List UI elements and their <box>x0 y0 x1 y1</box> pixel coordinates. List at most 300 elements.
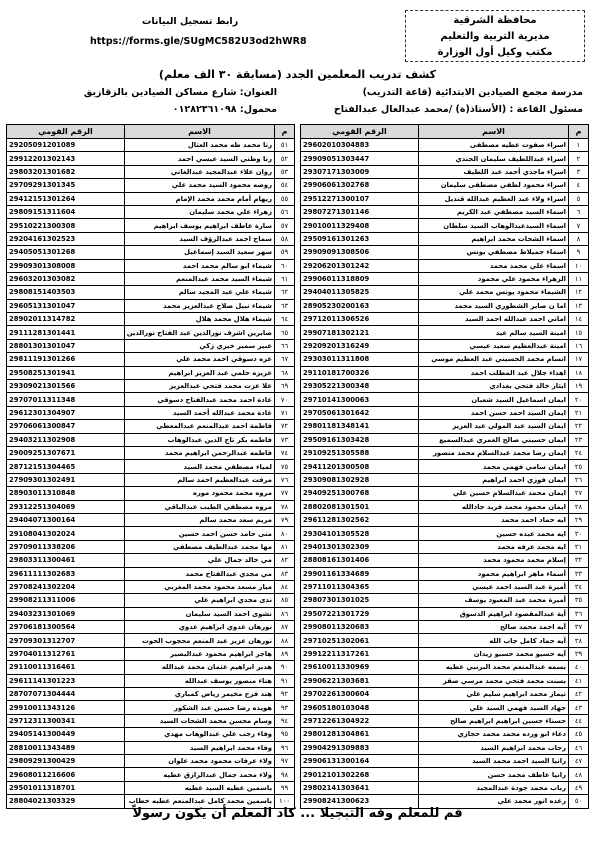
office-line: مكتب وكيل أول الوزارة <box>437 47 553 58</box>
national-id: 28804021303329 <box>7 795 125 808</box>
national-id: 29309081302928 <box>301 473 419 486</box>
roster-table-right <box>300 124 589 809</box>
national-id: 29110181700326 <box>301 366 419 379</box>
national-id: 29603201303082 <box>7 272 125 285</box>
national-id: 29712261304922 <box>301 714 419 727</box>
row-number: ٥٨ <box>275 232 295 245</box>
table-row <box>7 754 295 767</box>
teacher-name: وفاء رجب علي عبدالوهاب مهدي <box>125 728 275 741</box>
teacher-name: ايمان فوزي احمد ابراهيم <box>419 473 569 486</box>
mobile-number: محمول: ٠١٢٨٢٣٦١٠٩٨ <box>172 104 277 115</box>
teacher-name: إسلام محمد محمود محمد <box>419 554 569 567</box>
table-row <box>7 433 295 446</box>
national-id: 29404011305825 <box>301 286 419 299</box>
national-id: 29411201300508 <box>301 460 419 473</box>
teacher-name: ايمان محمد عبدالسلام حسين علي <box>419 487 569 500</box>
teacher-name: اسماء السيدعبدالوهاب السيد سلطان <box>419 219 569 232</box>
table-row <box>7 353 295 366</box>
teacher-name: ايه محمد عرفه محمد <box>419 540 569 553</box>
teacher-name: رباب محمد جودة عبدالمجيد <box>419 781 569 794</box>
row-number: ٧ <box>569 219 589 232</box>
teacher-name: أية عبدالمقصود ابراهيم الدسوق <box>419 607 569 620</box>
table-row <box>7 661 295 674</box>
national-id: 29404071300164 <box>7 513 125 526</box>
national-id: 29108041302024 <box>7 527 125 540</box>
national-id: 29412151301264 <box>7 192 125 205</box>
national-id: 29906061302768 <box>301 179 419 192</box>
row-number: ٥٠ <box>569 795 589 808</box>
national-id: 29305221300348 <box>301 380 419 393</box>
national-id: 29510221300308 <box>7 219 125 232</box>
row-number: ٣٨ <box>569 634 589 647</box>
table-row <box>301 621 589 634</box>
table-row <box>7 594 295 607</box>
teacher-name: مها محمد عبدالطيف مصطفي <box>125 540 275 553</box>
school-name: مدرسة مجمع الصيادين الابتدائية (قاعة التدريب) <box>362 87 583 98</box>
teacher-name: اسراء صفوت عطيه مصطفى <box>419 139 569 152</box>
national-id: 29611141301223 <box>7 674 125 687</box>
teacher-name: اسراء ولاء عبد العظيم عبدالله قنديل <box>419 192 569 205</box>
teacher-name: فاطمة احمد عبدالمنعم عبدالمعطي <box>125 420 275 433</box>
row-number: ٩٨ <box>275 768 295 781</box>
table-row <box>7 701 295 714</box>
row-number: ٧٣ <box>275 433 295 446</box>
teacher-name: آيه احمد محمد صالح <box>419 621 569 634</box>
table-row <box>301 513 589 526</box>
table-row <box>301 594 589 607</box>
teacher-name: منى حامد حسن احمد حسين <box>125 527 275 540</box>
teacher-name: وفاء محمد ابراهيم السيد <box>125 741 275 754</box>
table-row <box>301 139 589 152</box>
table-row <box>301 754 589 767</box>
teacher-name: تيماز محمد ابراهيم سليم علي <box>419 688 569 701</box>
national-id: 29501011318701 <box>7 781 125 794</box>
teacher-name: رانيا عاطف محمد حسن <box>419 768 569 781</box>
table-row <box>301 165 589 178</box>
row-number: ٣٧ <box>569 621 589 634</box>
teacher-name: عبير سمير خيري زكي <box>125 339 275 352</box>
national-id: 29508251301941 <box>7 366 125 379</box>
row-number: ٩٣ <box>275 701 295 714</box>
national-id: 29109251305588 <box>301 446 419 459</box>
row-number: ٤٧ <box>569 754 589 767</box>
table-row <box>7 714 295 727</box>
table-row <box>301 433 589 446</box>
row-number: ٣٦ <box>569 607 589 620</box>
national-id: 29111281301441 <box>7 326 125 339</box>
teacher-name: ايمان محمود محمد فريد جادالله <box>419 500 569 513</box>
teacher-name: اسماء علي محمد محمد <box>419 259 569 272</box>
table-row <box>301 380 589 393</box>
row-number: ٩٧ <box>275 754 295 767</box>
column-header-name: الاسم <box>419 125 569 139</box>
row-number: ٢٢ <box>569 420 589 433</box>
national-id: 29807301301025 <box>301 594 419 607</box>
national-id: 29707011311348 <box>7 393 125 406</box>
national-id: 28707071304444 <box>7 688 125 701</box>
teacher-name: مريم سعد محمد سالم <box>125 513 275 526</box>
row-number: ١٣ <box>569 299 589 312</box>
table-row <box>301 353 589 366</box>
row-number: ٦٧ <box>275 353 295 366</box>
row-number: ٥٦ <box>275 205 295 218</box>
teacher-name: الزهراء محمود علي محمود <box>419 272 569 285</box>
table-row <box>7 567 295 580</box>
teacher-name: أسماء ماهر ابراهيم محمود <box>419 567 569 580</box>
table-row <box>301 286 589 299</box>
table-row <box>7 179 295 192</box>
teacher-name: وسام محسن محمد الشحات السيد <box>125 714 275 727</box>
teacher-name: أميرة محمد عبد المعبود يوسف <box>419 594 569 607</box>
national-id: 29611281302562 <box>301 513 419 526</box>
teacher-name: روان علاء عبدالمجيد عبدالغاني <box>125 165 275 178</box>
table-row <box>301 393 589 406</box>
teacher-name: ولاء عرفات محمود محمد علوان <box>125 754 275 767</box>
table-row <box>301 326 589 339</box>
national-id: 29808151403503 <box>7 286 125 299</box>
table-row <box>301 460 589 473</box>
row-number: ٤١ <box>569 674 589 687</box>
national-id: 29803201301682 <box>7 165 125 178</box>
national-id: 29908211311006 <box>7 594 125 607</box>
row-number: ٣٤ <box>569 580 589 593</box>
national-id: 29209201316249 <box>301 339 419 352</box>
table-row <box>7 406 295 419</box>
teacher-name: اسراء عبداللطيف سليمان الجندي <box>419 152 569 165</box>
national-id: 29611111302683 <box>7 567 125 580</box>
national-id: 29912201302143 <box>7 152 125 165</box>
table-row <box>301 714 589 727</box>
row-number: ٩٥ <box>275 728 295 741</box>
national-id: 29910011343126 <box>7 701 125 714</box>
teacher-name: سماح احمد عبدالرؤف السيد <box>125 232 275 245</box>
registration-link[interactable]: https://forms.gle/SUgMC582U3od2hWR8 <box>90 36 307 47</box>
row-number: ٦٨ <box>275 366 295 379</box>
roster-table-left <box>6 124 295 809</box>
national-id: 29909301308008 <box>7 259 125 272</box>
row-number: ١٧ <box>569 353 589 366</box>
row-number: ٦٦ <box>275 339 295 352</box>
table-row <box>301 205 589 218</box>
table-row <box>7 165 295 178</box>
teacher-name: ايمان السيد احمد حسن احمد <box>419 406 569 419</box>
row-number: ٥ <box>569 192 589 205</box>
table-row <box>301 674 589 687</box>
national-id: 29602010304883 <box>301 139 419 152</box>
row-number: ٨٢ <box>275 554 295 567</box>
row-number: ٧٤ <box>275 446 295 459</box>
table-row <box>7 487 295 500</box>
national-id: 29809291300429 <box>7 754 125 767</box>
table-row <box>7 580 295 593</box>
table-row <box>301 313 589 326</box>
national-id: 28903011310848 <box>7 487 125 500</box>
teacher-name: ندى مجدي ابراهيم علي <box>125 594 275 607</box>
teacher-name: ياسمين محمد كامل عبدالمنعم عطيه خطاب <box>125 795 275 808</box>
national-id: 29712011306526 <box>301 313 419 326</box>
row-number: ٧٦ <box>275 473 295 486</box>
table-row <box>301 446 589 459</box>
table-row <box>7 527 295 540</box>
national-id: 29908241300623 <box>301 795 419 808</box>
teacher-name: سهر سعيد السيد إسماعيل <box>125 246 275 259</box>
row-number: ٤٥ <box>569 728 589 741</box>
teacher-name: ميار مسعد محمود محمد المغربي <box>125 580 275 593</box>
teacher-name: نشوى احمد السيد سليمان <box>125 607 275 620</box>
teacher-name: عزه دسوقي احمد محمد علي <box>125 353 275 366</box>
national-id: 28801301301047 <box>7 339 125 352</box>
teacher-name: اماني احمد عبدالله احمد السيد <box>419 313 569 326</box>
national-id: 29509161301263 <box>301 232 419 245</box>
teacher-name: آيه حسيو محمد حسيو زيدان <box>419 647 569 660</box>
national-id: 29811191301266 <box>7 353 125 366</box>
national-id: 29405051301268 <box>7 246 125 259</box>
teacher-name: ايمان رضا محمد عبدالسلام محمد منصور <box>419 446 569 459</box>
teacher-name: رنا محمد طه محمد العتال <box>125 139 275 152</box>
teacher-name: امينة السيد سالم عيد <box>419 326 569 339</box>
national-id: 29509161303428 <box>301 433 419 446</box>
table-row <box>301 634 589 647</box>
table-row <box>301 768 589 781</box>
teacher-name: اسماء جميلاط مصطفي يونس <box>419 246 569 259</box>
table-row <box>7 607 295 620</box>
teacher-name: صابرين اشرف نورالدين عبد الفتاح نورالدين <box>125 326 275 339</box>
table-row <box>7 781 295 794</box>
row-number: ٩٢ <box>275 688 295 701</box>
national-id: 29702261300604 <box>301 688 419 701</box>
row-number: ١٠٠ <box>275 795 295 808</box>
national-id: 27909301302491 <box>7 473 125 486</box>
teacher-name: هدير ابراهيم عثمان محمد عبدالله <box>125 661 275 674</box>
teacher-name: مي مجدي عبدالفتاح محمد <box>125 567 275 580</box>
teacher-name: غادة محمد عبدالله أحمد السيد <box>125 406 275 419</box>
table-row <box>301 420 589 433</box>
table-row <box>301 580 589 593</box>
teacher-name: شيماء نبيل صلاح عبدالعزيز محمد <box>125 299 275 312</box>
teacher-name: بسنت محمد فتحي محمد مرسي صقر <box>419 674 569 687</box>
row-number: ٨٨ <box>275 634 295 647</box>
teacher-name: ايمان سامي فهمي محمد <box>419 460 569 473</box>
row-number: ٦٠ <box>275 259 295 272</box>
national-id: 29809151311604 <box>7 205 125 218</box>
national-id: 29708241302204 <box>7 580 125 593</box>
table-row <box>301 554 589 567</box>
national-id: 29906221303681 <box>301 674 419 687</box>
teacher-name: شيماء السيد محمد عبدالمنعم <box>125 272 275 285</box>
national-id: 29904291309883 <box>301 741 419 754</box>
row-number: ٨٦ <box>275 607 295 620</box>
column-header-nid: الرقم القومي <box>301 125 419 139</box>
row-number: ٨٥ <box>275 594 295 607</box>
table-row <box>7 286 295 299</box>
table-row <box>301 487 589 500</box>
row-number: ٦٩ <box>275 380 295 393</box>
row-number: ٧٨ <box>275 500 295 513</box>
national-id: 29612301304907 <box>7 406 125 419</box>
national-id: 28810011343489 <box>7 741 125 754</box>
row-number: ١٤ <box>569 313 589 326</box>
teacher-name: شيماء هلال محمد هلال <box>125 313 275 326</box>
row-number: ٦٤ <box>275 313 295 326</box>
table-row <box>301 540 589 553</box>
row-number: ٣١ <box>569 540 589 553</box>
row-number: ٩٠ <box>275 661 295 674</box>
teacher-name: هناء منصور يوسف عبدالله <box>125 674 275 687</box>
national-id: 29803311300461 <box>7 554 125 567</box>
teacher-name: الشيماء محمود يونس محمد علي <box>419 286 569 299</box>
registration-label: رابط تسجيل البيانات <box>141 16 239 27</box>
table-row <box>7 446 295 459</box>
footer-quote: قم للمعلم وفه التبجيلا ... كاد المعلم أن يكون رسولاً <box>132 806 463 821</box>
table-row <box>7 621 295 634</box>
table-row <box>301 781 589 794</box>
national-id: 29909091308506 <box>301 246 419 259</box>
row-number: ٨٣ <box>275 567 295 580</box>
teacher-name: انسام محمد الحسيني عبد العظيم موسي <box>419 353 569 366</box>
teacher-name: رحاب محمد ابراهيم السيد <box>419 741 569 754</box>
national-id: 29705061301642 <box>301 406 419 419</box>
teacher-name: عزيزه حلمي عبد العزيز ابراهيم <box>125 366 275 379</box>
national-id: 29802141303641 <box>301 781 419 794</box>
national-id: 29403231301069 <box>7 607 125 620</box>
table-row <box>301 232 589 245</box>
table-row <box>301 339 589 352</box>
row-number: ١٨ <box>569 366 589 379</box>
table-row <box>7 152 295 165</box>
teacher-name: اهداء جلال عبد المطلب احمد <box>419 366 569 379</box>
row-number: ٢٤ <box>569 446 589 459</box>
national-id: 29009251307671 <box>7 446 125 459</box>
table-row <box>7 634 295 647</box>
directorate-box <box>405 10 585 62</box>
row-number: ٢٨ <box>569 500 589 513</box>
national-id: 29706061300847 <box>7 420 125 433</box>
national-id: 29906011318809 <box>301 272 419 285</box>
national-id: 28808161301406 <box>301 554 419 567</box>
teacher-name: اسماء الشحات محمد ابراهيم <box>419 232 569 245</box>
teacher-name: اسراء ماجدي أحمد عبد اللطيف <box>419 165 569 178</box>
row-number: ٧٠ <box>275 393 295 406</box>
teacher-name: غادة احمد محمد عبدالفتاح دسوقي <box>125 393 275 406</box>
national-id: 29610011330969 <box>301 661 419 674</box>
school-info <box>293 84 583 118</box>
national-id: 29906131300164 <box>301 754 419 767</box>
table-row <box>7 380 295 393</box>
teacher-name: هويده رضا حسين عبد الشكور <box>125 701 275 714</box>
teacher-name: فاطمه بكر تاج الدين عبدالوهاب <box>125 433 275 446</box>
row-number: ٢٦ <box>569 473 589 486</box>
teacher-name: ايثار خالد فتحي بغدادي <box>419 380 569 393</box>
table-row <box>301 701 589 714</box>
row-number: ٢١ <box>569 406 589 419</box>
teacher-name: ياسمين عطيه السيد عطيه <box>125 781 275 794</box>
row-number: ٩ <box>569 246 589 259</box>
national-id: 28802081301501 <box>301 500 419 513</box>
teacher-name: نورهان عزيز عبد المنعم محجوب الحوت <box>125 634 275 647</box>
row-number: ٤٢ <box>569 688 589 701</box>
teacher-name: دعاء ابو ورده محمد محمد حجازي <box>419 728 569 741</box>
teacher-name: امينة عبدالعظيم سعيد عيسي <box>419 339 569 352</box>
table-row <box>301 527 589 540</box>
table-row <box>7 554 295 567</box>
column-header-num: م <box>569 125 589 139</box>
row-number: ٩٩ <box>275 781 295 794</box>
row-number: ٥٧ <box>275 219 295 232</box>
row-number: ٨٤ <box>275 580 295 593</box>
row-number: ٣ <box>569 165 589 178</box>
table-row <box>7 741 295 754</box>
teacher-name: بسمه عبدالمنعم محمد البرنبي عطيه <box>419 661 569 674</box>
row-number: ٦١ <box>275 272 295 285</box>
teacher-name: زهراء علي محمد سليمان <box>125 205 275 218</box>
row-number: ٤٣ <box>569 701 589 714</box>
teacher-name: ايه محمد عبده حسين <box>419 527 569 540</box>
row-number: ١٠ <box>569 259 589 272</box>
national-id: 29709291301345 <box>7 179 125 192</box>
teacher-name: روضه محمود السيد محمد علي <box>125 179 275 192</box>
row-number: ٩١ <box>275 674 295 687</box>
row-number: ٦٣ <box>275 299 295 312</box>
national-id: 28905230200163 <box>301 299 419 312</box>
teacher-name: هاجر ابراهيم محمود عبدالبصير <box>125 647 275 660</box>
row-number: ٢٧ <box>569 487 589 500</box>
teacher-name: أميرة عبد السيد احمد عيسي <box>419 580 569 593</box>
national-id: 29709301312707 <box>7 634 125 647</box>
national-id: 29605131301047 <box>7 299 125 312</box>
national-id: 29307171303009 <box>301 165 419 178</box>
table-row <box>301 259 589 272</box>
national-id: 29012101302268 <box>301 768 419 781</box>
row-number: ١٢ <box>569 286 589 299</box>
teacher-name: هند فرج مخيمر رياض كمباري <box>125 688 275 701</box>
row-number: ٤٤ <box>569 714 589 727</box>
national-id: 29312251304069 <box>7 500 125 513</box>
teacher-name: ايه حماد احمد محمد <box>419 513 569 526</box>
table-row <box>7 513 295 526</box>
national-id: 29709011338206 <box>7 540 125 553</box>
registration-block <box>90 12 307 52</box>
table-row <box>7 688 295 701</box>
row-number: ٣٢ <box>569 554 589 567</box>
national-id: 29912211317261 <box>301 647 419 660</box>
teacher-name: ولاء محمد جمال عبدالرازق عطيه <box>125 768 275 781</box>
table-row <box>301 661 589 674</box>
row-number: ٩٤ <box>275 714 295 727</box>
national-id: 29710141300063 <box>301 393 419 406</box>
table-row <box>7 326 295 339</box>
table-row <box>301 272 589 285</box>
national-id: 29801181348141 <box>301 420 419 433</box>
supervisor-name: مسئول القاعة : (الأستاذ(ة) /محمد عبدالعال عبدالفتاح <box>333 104 583 115</box>
table-row <box>7 540 295 553</box>
table-row <box>7 313 295 326</box>
table-row <box>7 728 295 741</box>
row-number: ٢٥ <box>569 460 589 473</box>
row-number: ٥٩ <box>275 246 295 259</box>
table-row <box>7 205 295 218</box>
row-number: ٦٢ <box>275 286 295 299</box>
row-number: ٧٩ <box>275 513 295 526</box>
row-number: ٧١ <box>275 406 295 419</box>
national-id: 29401301302309 <box>301 540 419 553</box>
row-number: ٨٠ <box>275 527 295 540</box>
row-number: ٣٠ <box>569 527 589 540</box>
national-id: 29908011320683 <box>301 621 419 634</box>
teacher-name: علا عزت محمد فتحي عبدالعزيز <box>125 380 275 393</box>
row-number: ٢ <box>569 152 589 165</box>
teacher-name: فاطمه عبدالرحمن ابراهيم محمد <box>125 446 275 459</box>
row-number: ١ <box>569 139 589 152</box>
